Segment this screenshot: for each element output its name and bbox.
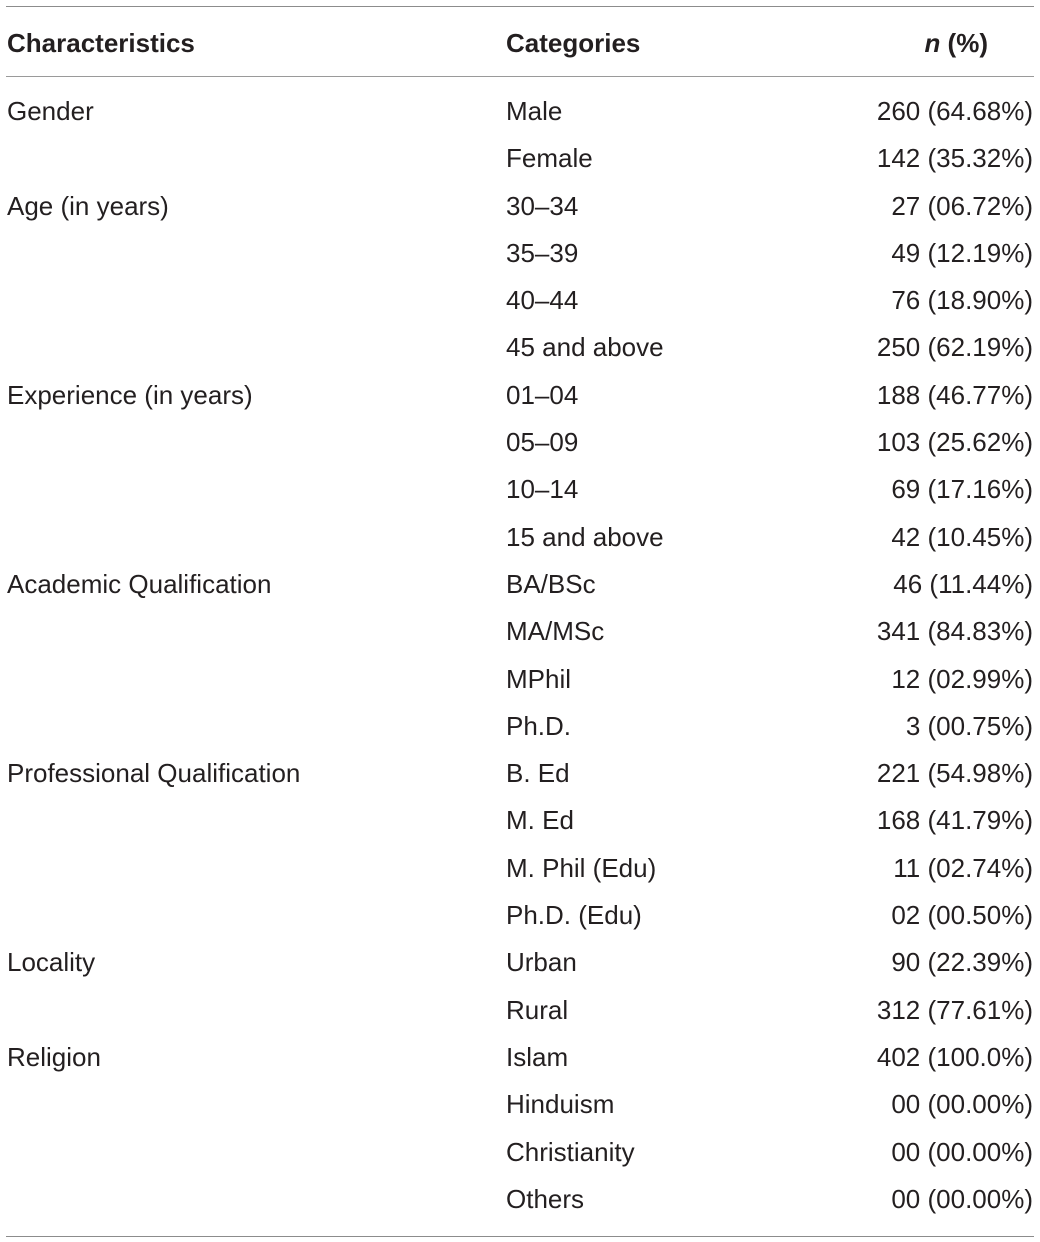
table-row xyxy=(0,374,1040,421)
category-cell: Male xyxy=(506,96,563,126)
count-percent-cell: 103 (25.62%) xyxy=(876,427,1033,458)
count-percent-cell: 00 (00.00%) xyxy=(891,1183,1033,1214)
table-body xyxy=(0,90,1040,1225)
table-row xyxy=(0,326,1040,373)
category-cell: 30–34 xyxy=(506,190,579,221)
category-cell: M. Ed xyxy=(506,805,574,836)
count-percent-cell: 168 (41.79%) xyxy=(876,805,1033,836)
table-row xyxy=(0,894,1040,941)
table-row xyxy=(0,989,1040,1036)
count-percent-cell: 260 (64.68%) xyxy=(876,96,1033,126)
characteristic-cell: Professional Qualification xyxy=(7,758,301,789)
category-cell: Ph.D. (Edu) xyxy=(506,900,642,931)
category-cell: BA/BSc xyxy=(506,568,596,599)
count-percent-cell: 312 (77.61%) xyxy=(876,994,1033,1025)
table-row xyxy=(0,847,1040,894)
table-row xyxy=(0,610,1040,657)
table-row xyxy=(0,137,1040,184)
category-cell: MPhil xyxy=(506,663,572,694)
count-percent-cell: 27 (06.72%) xyxy=(891,190,1033,221)
category-cell: 35–39 xyxy=(506,237,579,268)
count-percent-cell: 250 (62.19%) xyxy=(876,332,1033,363)
table-row xyxy=(0,185,1040,232)
table-row xyxy=(0,468,1040,515)
header-rule xyxy=(6,76,1034,77)
table-row xyxy=(0,1131,1040,1178)
table-row xyxy=(0,421,1040,468)
count-percent-cell: 00 (00.00%) xyxy=(891,1089,1033,1120)
table-row xyxy=(0,516,1040,563)
header-n-percent xyxy=(924,28,988,58)
category-cell: Others xyxy=(506,1183,585,1214)
category-cell: Rural xyxy=(506,994,569,1025)
table-row xyxy=(0,941,1040,988)
header-characteristics: Characteristics xyxy=(7,28,195,58)
characteristic-cell: Gender xyxy=(7,96,94,126)
table-row xyxy=(0,279,1040,326)
characteristic-cell: Locality xyxy=(7,947,96,978)
count-percent-cell: 188 (46.77%) xyxy=(876,379,1033,410)
table-row xyxy=(0,658,1040,705)
category-cell: 10–14 xyxy=(506,474,579,505)
count-percent-cell: 12 (02.99%) xyxy=(891,663,1033,694)
count-percent-cell: 221 (54.98%) xyxy=(876,758,1033,789)
table-row xyxy=(0,752,1040,799)
count-percent-cell: 341 (84.83%) xyxy=(876,616,1033,647)
category-cell: 01–04 xyxy=(506,379,579,410)
characteristic-cell: Academic Qualification xyxy=(7,568,272,599)
category-cell: 45 and above xyxy=(506,332,664,363)
characteristic-cell: Religion xyxy=(7,1041,101,1072)
count-percent-cell: 42 (10.45%) xyxy=(891,521,1033,552)
category-cell: B. Ed xyxy=(506,758,570,789)
count-percent-cell: 69 (17.16%) xyxy=(891,474,1033,505)
count-percent-cell: 02 (00.50%) xyxy=(891,900,1033,931)
category-cell: 05–09 xyxy=(506,427,579,458)
count-percent-cell: 49 (12.19%) xyxy=(891,237,1033,268)
table-row xyxy=(0,563,1040,610)
table-row xyxy=(0,90,1040,137)
category-cell: M. Phil (Edu) xyxy=(506,852,657,883)
characteristic-cell: Age (in years) xyxy=(7,190,169,221)
count-percent-cell: 3 (00.75%) xyxy=(905,710,1033,741)
category-cell: Female xyxy=(506,143,593,174)
category-cell: 40–44 xyxy=(506,285,579,316)
characteristic-cell: Experience (in years) xyxy=(7,379,253,410)
count-percent-cell: 46 (11.44%) xyxy=(893,568,1033,599)
header-categories: Categories xyxy=(506,28,641,58)
category-cell: Ph.D. xyxy=(506,710,572,741)
table-header xyxy=(0,6,1040,76)
table-row xyxy=(0,232,1040,279)
table-row xyxy=(0,799,1040,846)
table-row xyxy=(0,1083,1040,1130)
count-percent-cell: 76 (18.90%) xyxy=(891,285,1033,316)
category-cell: Hinduism xyxy=(506,1089,615,1120)
count-percent-cell: 402 (100.0%) xyxy=(876,1041,1033,1072)
header-n-symbol: n xyxy=(924,28,941,58)
count-percent-cell: 00 (00.00%) xyxy=(891,1136,1033,1167)
category-cell: MA/MSc xyxy=(506,616,605,647)
category-cell: Urban xyxy=(506,947,577,978)
header-percent: (%) xyxy=(940,28,988,58)
category-cell: Christianity xyxy=(506,1136,635,1167)
category-cell: Islam xyxy=(506,1041,569,1072)
table-row xyxy=(0,705,1040,752)
count-percent-cell: 11 (02.74%) xyxy=(893,852,1033,883)
table-row xyxy=(0,1178,1040,1225)
count-percent-cell: 142 (35.32%) xyxy=(876,143,1033,174)
category-cell: 15 and above xyxy=(506,521,664,552)
count-percent-cell: 90 (22.39%) xyxy=(891,947,1033,978)
bottom-rule xyxy=(6,1236,1034,1237)
table-row xyxy=(0,1036,1040,1083)
